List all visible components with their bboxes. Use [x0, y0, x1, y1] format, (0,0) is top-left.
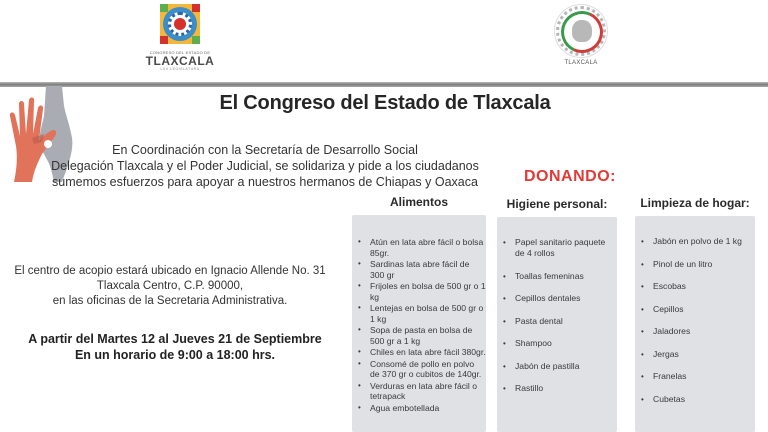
alimentos-heading: Alimentos: [389, 195, 448, 209]
mosaic-emblem-icon: [160, 4, 200, 44]
list-item: • Atún en lata abre fácil o bolsa 85gr.: [352, 237, 486, 258]
list-item: • Cepillos dentales: [497, 293, 617, 304]
schedule-line-1: A partir del Martes 12 al Jueves 21 de Septiembre: [28, 332, 322, 346]
higiene-heading: Higiene personal:: [506, 197, 608, 211]
intro-line-1: En Coordinación con la Secretaría de Desarrollo Social: [112, 143, 418, 157]
list-item: • Verduras en lata abre fácil o tetrapack: [352, 381, 486, 402]
intro-line-3: sumemos esfuerzos para apoyar a nuestros hermanos de Chiapas y Oaxaca: [52, 175, 478, 189]
list-item: • Pinol de un litro: [635, 259, 755, 270]
list-item: • Escobas: [635, 281, 755, 292]
eagle-icon: [572, 20, 592, 42]
logo-name: TLAXCALA: [145, 54, 215, 68]
list-item: • Agua embotellada: [352, 403, 486, 414]
alimentos-list-box: [352, 215, 486, 432]
list-item: • Jabón en polvo de 1 kg: [635, 236, 755, 247]
limpieza-heading: Limpieza de hogar:: [640, 196, 750, 210]
schedule-line-2: En un horario de 9:00 a 18:00 hrs.: [74, 348, 276, 362]
list-item: • Cubetas: [635, 394, 755, 405]
list-item: • Sardinas lata abre fácil de 300 gr: [352, 259, 486, 280]
list-item: • Papel sanitario paquete de 4 rollos: [497, 237, 617, 259]
header-divider: [0, 82, 768, 87]
donando-heading: DONANDO:: [524, 168, 616, 185]
location-line-1: El centro de acopio estará ubicado en Ignacio Allende No. 31: [14, 265, 326, 277]
list-item: • Jabón de pastilla: [497, 361, 617, 372]
page-title: El Congreso del Estado de Tlaxcala: [219, 92, 551, 114]
seal-icon: [554, 4, 608, 58]
intro-text: [30, 142, 500, 190]
list-item: • Jergas: [635, 349, 755, 360]
location-line-3: en las oficinas de la Secretaria Administrativa.: [52, 295, 288, 307]
list-item: • Chiles en lata abre fácil 380gr.: [352, 347, 486, 358]
list-item: • Lentejas en bolsa de 500 gr o 1 kg: [352, 303, 486, 324]
list-item: • Pasta dental: [497, 316, 617, 327]
seal-label: TLAXCALA: [564, 60, 598, 66]
list-item: • Consomé de pollo en polvo de 370 gr o cubitos de 140gr.: [352, 359, 486, 380]
schedule-info: [0, 331, 350, 363]
list-item: • Cepillos: [635, 304, 755, 315]
alimentos-list: [352, 237, 486, 413]
list-item: • Frijoles en bolsa de 500 gr o 1 kg: [352, 281, 486, 302]
list-item: • Toallas femeninas: [497, 271, 617, 282]
list-item: • Rastillo: [497, 383, 617, 394]
list-item: • Jaladores: [635, 326, 755, 337]
logo-small-text: CONGRESO DEL ESTADO DE: [149, 50, 211, 55]
list-item: • Franelas: [635, 371, 755, 382]
limpieza-list: [635, 236, 755, 405]
state-seal-logo: [548, 4, 614, 70]
list-item: • Sopa de pasta en bolsa de 500 gr a 1 kg: [352, 325, 486, 346]
location-info: [0, 264, 340, 309]
intro-line-2: Delegación Tlaxcala y el Poder Judicial, se solidariza y pide a los ciudadanos: [51, 159, 479, 173]
list-item: • Shampoo: [497, 338, 617, 349]
higiene-list-box: [497, 217, 617, 432]
higiene-list: [497, 237, 617, 394]
logo-sub-text: LXII LEGISLATURA: [160, 67, 200, 71]
limpieza-list-box: [635, 216, 755, 432]
location-line-2: Tlaxcala Centro, C.P. 90000,: [96, 280, 244, 292]
congreso-tlaxcala-logo: [145, 4, 215, 70]
